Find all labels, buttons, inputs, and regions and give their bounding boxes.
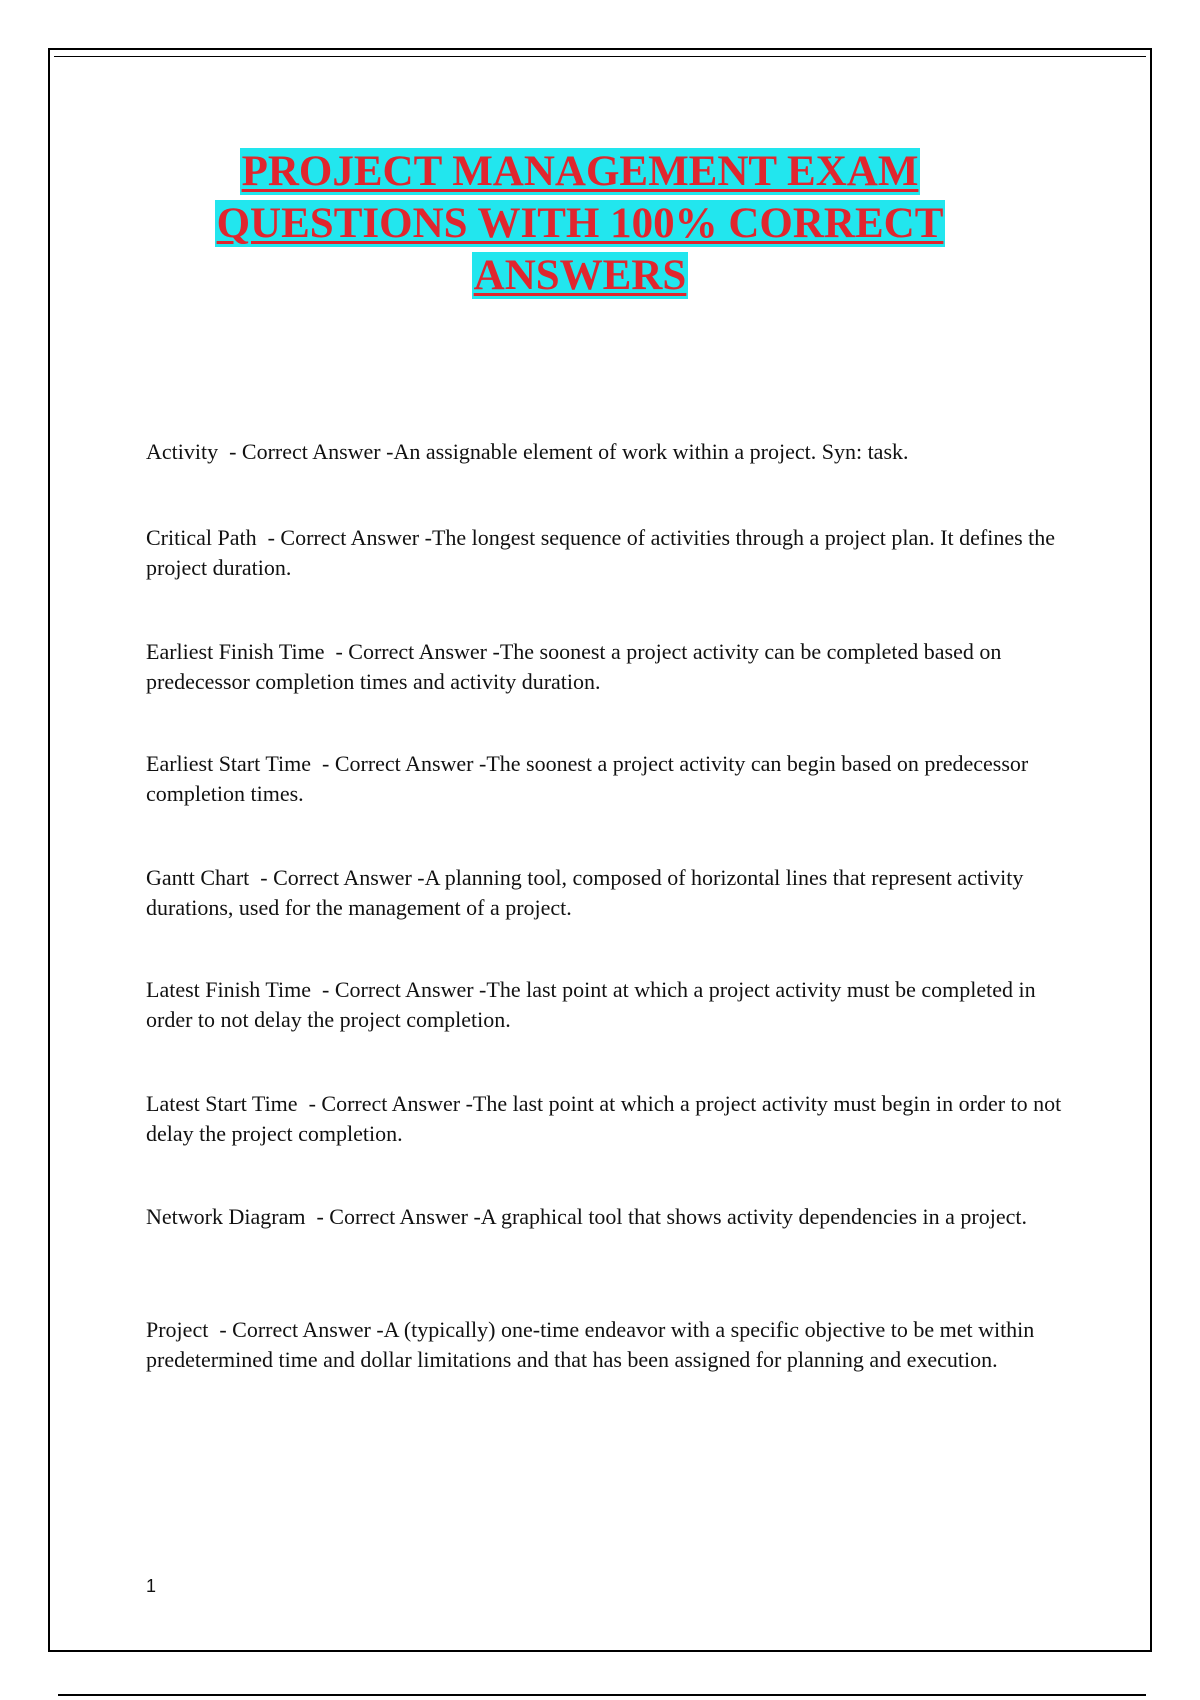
page-number: 1 (146, 1576, 157, 1596)
entry-term: Activity (146, 439, 219, 464)
entry-definition: A graphical tool that shows activity dependencies in a project. (480, 1204, 1027, 1229)
entry-term: Earliest Finish Time (146, 639, 325, 664)
entry-term: Latest Finish Time (146, 977, 312, 1002)
entry-answer-label: - Correct Answer - (218, 439, 394, 464)
entry-definition: The soonest a project activity can be completed based on predecessor completion times and activity duration. (146, 639, 1002, 694)
entry-definition: An assignable element of work within a project. Syn: task. (393, 439, 909, 464)
qa-entry (146, 863, 1066, 923)
document-title (100, 146, 1060, 302)
qa-entry (146, 523, 1066, 583)
qa-entry (146, 1202, 1066, 1232)
entry-definition: The last point at which a project activity must be completed in order to not delay the project completion. (146, 977, 1036, 1032)
entry-definition: The longest sequence of activities through a project plan. It defines the project duration. (146, 525, 1056, 580)
title-line-1: PROJECT MANAGEMENT EXAM (241, 148, 919, 195)
entry-answer-label: - Correct Answer - (311, 751, 487, 776)
entry-definition: The soonest a project activity can begin based on predecessor completion times. (146, 751, 1029, 806)
qa-entry (146, 437, 1066, 467)
title-line-3: ANSWERS (473, 252, 687, 299)
title-line-2: QUESTIONS WITH 100% CORRECT (216, 200, 944, 247)
page-border-top-rule (54, 56, 1146, 57)
qa-entry (146, 975, 1066, 1035)
entry-answer-label: - Correct Answer - (305, 1204, 481, 1229)
qa-entry (146, 1315, 1066, 1375)
qa-entry (146, 749, 1066, 809)
entry-term: Project (146, 1317, 209, 1342)
entry-term: Critical Path (146, 525, 257, 550)
entry-term: Earliest Start Time (146, 751, 311, 776)
bottom-rule (58, 1694, 1146, 1696)
qa-entry (146, 1089, 1066, 1149)
entry-answer-label: - Correct Answer - (324, 639, 500, 664)
entry-answer-label: - Correct Answer - (249, 865, 425, 890)
entry-answer-label: - Correct Answer - (256, 525, 432, 550)
entry-term: Latest Start Time (146, 1091, 298, 1116)
entry-term: Network Diagram (146, 1204, 306, 1229)
entry-term: Gantt Chart (146, 865, 250, 890)
entry-definition: The last point at which a project activity must begin in order to not delay the project completion. (146, 1091, 1062, 1146)
entry-answer-label: - Correct Answer - (297, 1091, 473, 1116)
qa-entry (146, 637, 1066, 697)
entry-answer-label: - Correct Answer - (208, 1317, 384, 1342)
entry-answer-label: - Correct Answer - (311, 977, 487, 1002)
entry-definition: A (typically) one-time endeavor with a specific objective to be met within predetermined time and dollar limitations and that has been assigned for planning and execution. (146, 1317, 1035, 1372)
entry-definition: A planning tool, composed of horizontal lines that represent activity durations, used for the management of a project. (146, 865, 1024, 920)
